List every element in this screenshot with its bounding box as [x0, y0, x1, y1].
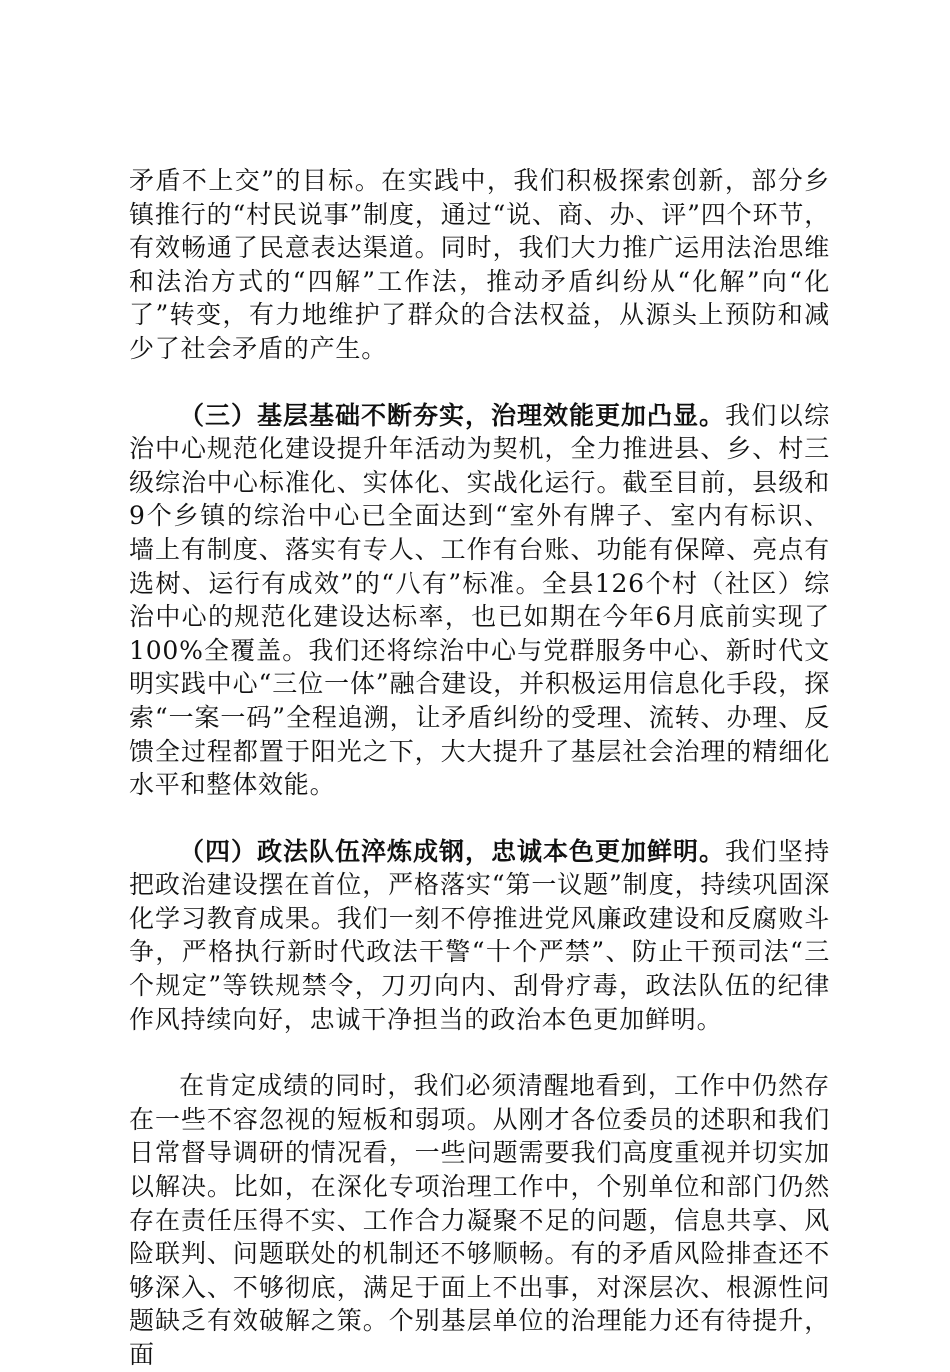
document-page [129, 164, 830, 1372]
paragraph-section-four [129, 835, 830, 1037]
section-heading: （四）政法队伍淬炼成钢，忠诚本色更加鲜明。 [179, 836, 725, 866]
paragraph-body: 矛盾不上交”的目标。在实践中，我们积极探索创新，部分乡镇推行的“村民说事”制度，通过“说、商、办、评”四个环节，有效畅通了民意表达渠道。同时，我们大力推广运用法治思维和法治方式的“四解”工作法，推动矛盾纠纷从“化解”向“化了”转变，有力地维护了群众的合法权益，从源头上预防和减少了社会矛盾的产生。 [129, 166, 830, 363]
paragraph-problems [129, 1069, 830, 1371]
paragraph-body: 在肯定成绩的同时，我们必须清醒地看到，工作中仍然存在一些不容忽视的短板和弱项。从刚才各位委员的述职和我们日常督导调研的情况看，一些问题需要我们高度重视并切实加以解决。比如，在深化专项治理工作中，个别单位和部门仍然存在责任压得不实、工作合力凝聚不足的问题，信息共享、风险联判、问题联处的机制还不够顺畅。有的矛盾风险排查还不够深入、不够彻底，满足于面上不出事，对深层次、根源性问题缺乏有效破解之策。个别基层单位的治理能力还有待提升，面 [129, 1071, 830, 1369]
section-heading: （三）基层基础不断夯实，治理效能更加凸显。 [179, 400, 725, 430]
paragraph-body: 我们以综治中心规范化建设提升年活动为契机，全力推进县、乡、村三级综治中心标准化、实体化、实战化运行。截至目前，县级和9个乡镇的综治中心已全面达到“室外有牌子、室内有标识、墙上有制度、落实有专人、工作有台账、功能有保障、亮点有选树、运行有成效”的“八有”标准。全县126个村（社区）综治中心的规范化建设达标率，也已如期在今年6月底前实现了100%全覆盖。我们还将综治中心与党群服务中心、新时代文明实践中心“三位一体”融合建设，并积极运用信息化手段，探索“一案一码”全程追溯，让矛盾纠纷的受理、流转、办理、反馈全过程都置于阳光之下，大大提升了基层社会治理的精细化水平和整体效能。 [129, 400, 830, 800]
paragraph-body: 我们坚持把政治建设摆在首位，严格落实“第一议题”制度，持续巩固深化学习教育成果。我们一刻不停推进党风廉政建设和反腐败斗争，严格执行新时代政法干警“十个严禁”、防止干预司法“三个规定”等铁规禁令，刀刃向内、刮骨疗毒，政法队伍的纪律作风持续向好，忠诚干净担当的政治本色更加鲜明。 [129, 836, 830, 1034]
paragraph-continuation [129, 164, 830, 366]
paragraph-section-three [129, 399, 830, 802]
